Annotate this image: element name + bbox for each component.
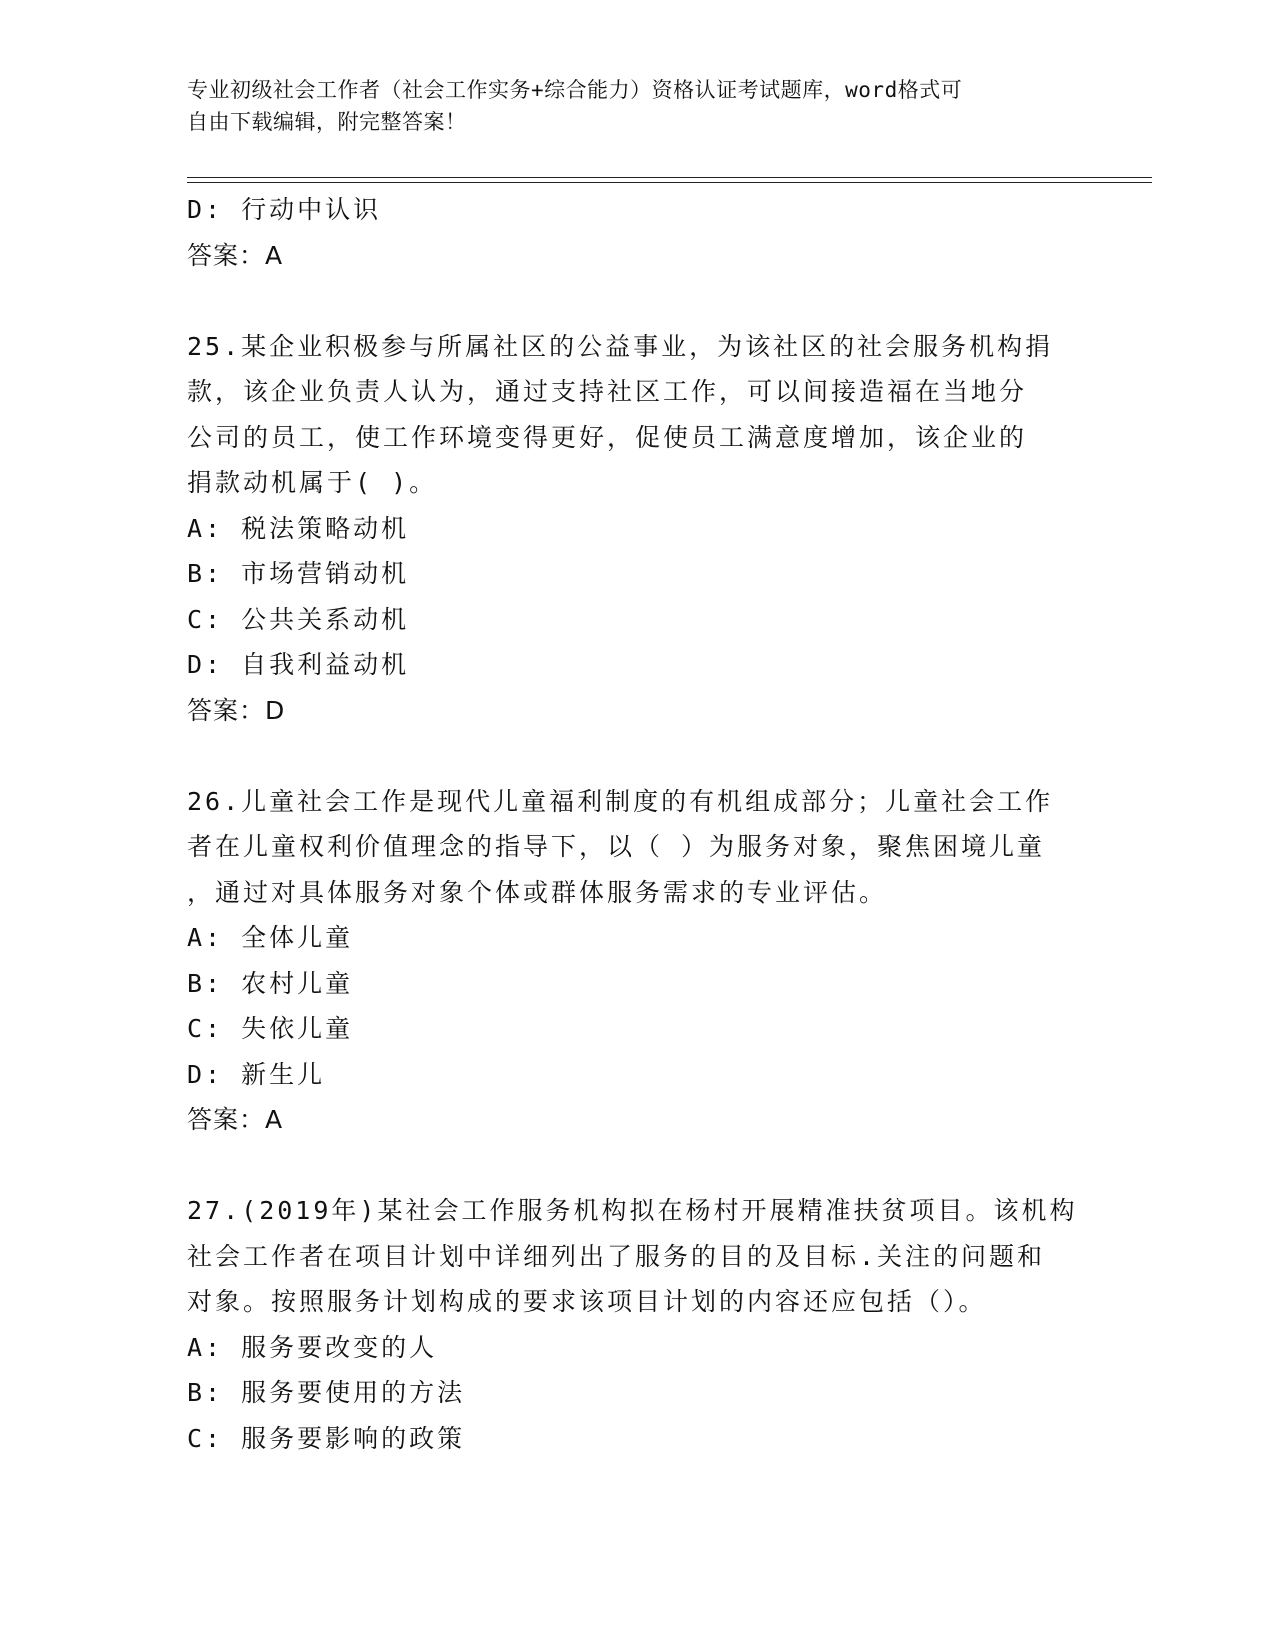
question-27 (187, 1188, 1087, 1461)
question-26-text-line-2: 者在儿童权利价值理念的指导下，以（ ）为服务对象，聚焦困境儿童 (187, 832, 1046, 861)
question-25-option-a: A: 税法策略动机 (187, 513, 410, 543)
question-26-option-a: A: 全体儿童 (187, 923, 354, 952)
question-content (187, 187, 1087, 1461)
question-25-text-line-3: 公司的员工，使工作环境变得更好，促使员工满意度增加，该企业的 (187, 422, 1028, 452)
spacer (187, 733, 1087, 779)
question-25-option-c: C: 公共关系动机 (187, 604, 410, 634)
question-25-answer: 答案：D (187, 695, 286, 725)
question-26-option-c: C: 失依儿童 (187, 1014, 354, 1043)
question-26-option-d: D: 新生儿 (187, 1059, 326, 1089)
prev-option-d: D: 行动中认识 (187, 195, 382, 224)
question-25 (187, 324, 1087, 734)
prev-answer: 答案：A (187, 240, 284, 270)
question-27-option-c: C: 服务要影响的政策 (187, 1423, 466, 1453)
question-25-option-d: D: 自我利益动机 (187, 650, 410, 679)
question-26-text-line-1: 26.儿童社会工作是现代儿童福利制度的有机组成部分；儿童社会工作 (187, 786, 1054, 816)
question-27-text-line-3: 对象。按照服务计划构成的要求该项目计划的内容还应包括（）。 (187, 1287, 987, 1316)
page-header (187, 74, 1087, 138)
header-title-line-2: 自由下载编辑，附完整答案！ (187, 110, 467, 134)
header-title-line-1: 专业初级社会工作者（社会工作实务+综合能力）资格认证考试题库，word格式可 (187, 78, 963, 102)
question-27-option-a: A: 服务要改变的人 (187, 1332, 438, 1362)
question-27-text-line-2: 社会工作者在项目计划中详细列出了服务的目的及目标.关注的问题和 (187, 1241, 1046, 1271)
question-25-text-line-1: 25.某企业积极参与所属社区的公益事业，为该社区的社会服务机构捐 (187, 331, 1054, 361)
question-27-text-line-1: 27.(2019年)某社会工作服务机构拟在杨村开展精准扶贫项目。该机构 (187, 1196, 1078, 1225)
question-26-answer: 答案：A (187, 1105, 284, 1134)
question-26-text-line-3: ，通过对具体服务对象个体或群体服务需求的专业评估。 (187, 877, 888, 907)
question-25-text-line-2: 款，该企业负责人认为，通过支持社区工作，可以间接造福在当地分 (187, 377, 1028, 406)
header-divider-bottom (187, 182, 1152, 183)
question-25-option-b: B: 市场营销动机 (187, 559, 410, 588)
spacer (187, 1143, 1087, 1189)
question-26-option-b: B: 农村儿童 (187, 968, 354, 998)
question-26 (187, 779, 1087, 1143)
question-25-text-line-4: 捐款动机属于( )。 (187, 468, 438, 497)
header-divider-top (187, 177, 1152, 178)
question-27-option-b: B: 服务要使用的方法 (187, 1378, 466, 1407)
spacer (187, 278, 1087, 324)
